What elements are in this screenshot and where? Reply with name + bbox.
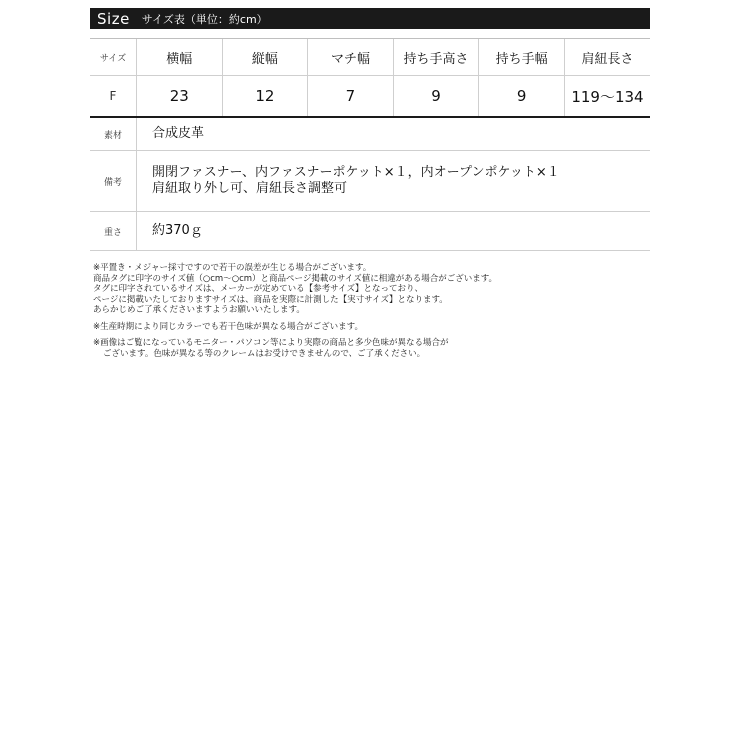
note-line: あらかじめご了承くださいますようお願いいたします。 <box>93 305 305 315</box>
size-cell: F <box>109 89 117 103</box>
spec-row-material <box>90 118 650 151</box>
size-table-header-row <box>90 39 650 76</box>
remarks-line-1: 開閉ファスナー、内ファスナーポケット×１，内オープンポケット×１ <box>152 165 560 180</box>
value-handle-width: 9 <box>479 76 565 117</box>
note-line: ページに掲載いたしておりますサイズは、商品を実際に計測した【実寸サイズ】となります。 <box>93 294 448 305</box>
value-height: 12 <box>222 76 308 117</box>
column-header-handle-height: 持ち手高さ <box>393 39 479 76</box>
size-header-bar <box>90 8 650 29</box>
weight-value <box>137 212 650 250</box>
size-heading: Size <box>97 9 130 28</box>
column-header-handle-width: 持ち手幅 <box>479 39 565 76</box>
note-line: ※画像はご覧になっているモニター・パソコン等により実際の商品と多少色味が異なる場合が <box>93 338 449 348</box>
column-header-width: 横幅 <box>137 39 223 76</box>
note-line: 商品タグに印字のサイズ値（○cm〜○cm）と商品ページ掲載のサイズ値に相違がある場合がございます。 <box>93 273 498 284</box>
value-handle-height: 9 <box>393 76 479 117</box>
column-header-strap-length: 肩紐長さ <box>564 39 650 76</box>
row-header-label: サイズ <box>90 39 137 76</box>
value-width: 23 <box>137 76 223 117</box>
note-line: ございます。色味が異なる等のクレームはお受けできませんので、ご了承ください。 <box>103 348 426 359</box>
note-line: ※生産時期により同じカラーでも若干色味が異なる場合がございます。 <box>93 321 363 332</box>
column-header-height: 縦幅 <box>222 39 308 76</box>
value-strap-length: 119〜134 <box>564 76 650 117</box>
material-value <box>137 118 650 150</box>
size-table <box>90 39 650 116</box>
value-gusset: 7 <box>308 76 394 117</box>
note-line: ※平置き・メジャー採寸ですので若干の誤差が生じる場合がございます。 <box>93 263 372 273</box>
weight-text: 約370ｇ <box>152 223 203 238</box>
spec-row-remarks <box>90 151 650 212</box>
notes <box>93 263 653 359</box>
column-header-gusset: マチ幅 <box>308 39 394 76</box>
size-subtitle: サイズ表（単位：約cm） <box>141 12 268 26</box>
remarks-label: 備考 <box>90 151 137 211</box>
material-label: 素材 <box>90 118 137 150</box>
weight-label: 重さ <box>90 212 137 250</box>
remarks-value <box>137 151 650 211</box>
note-line: タグに印字されているサイズは、メーカーが定めている【参考サイズ】となっており、 <box>93 284 423 294</box>
material-text: 合成皮革 <box>152 126 205 141</box>
table-row <box>90 76 650 117</box>
remarks-line-2: 肩紐取り外し可、肩紐長さ調整可 <box>152 181 348 196</box>
spec-table <box>90 118 650 251</box>
spec-row-weight <box>90 212 650 251</box>
